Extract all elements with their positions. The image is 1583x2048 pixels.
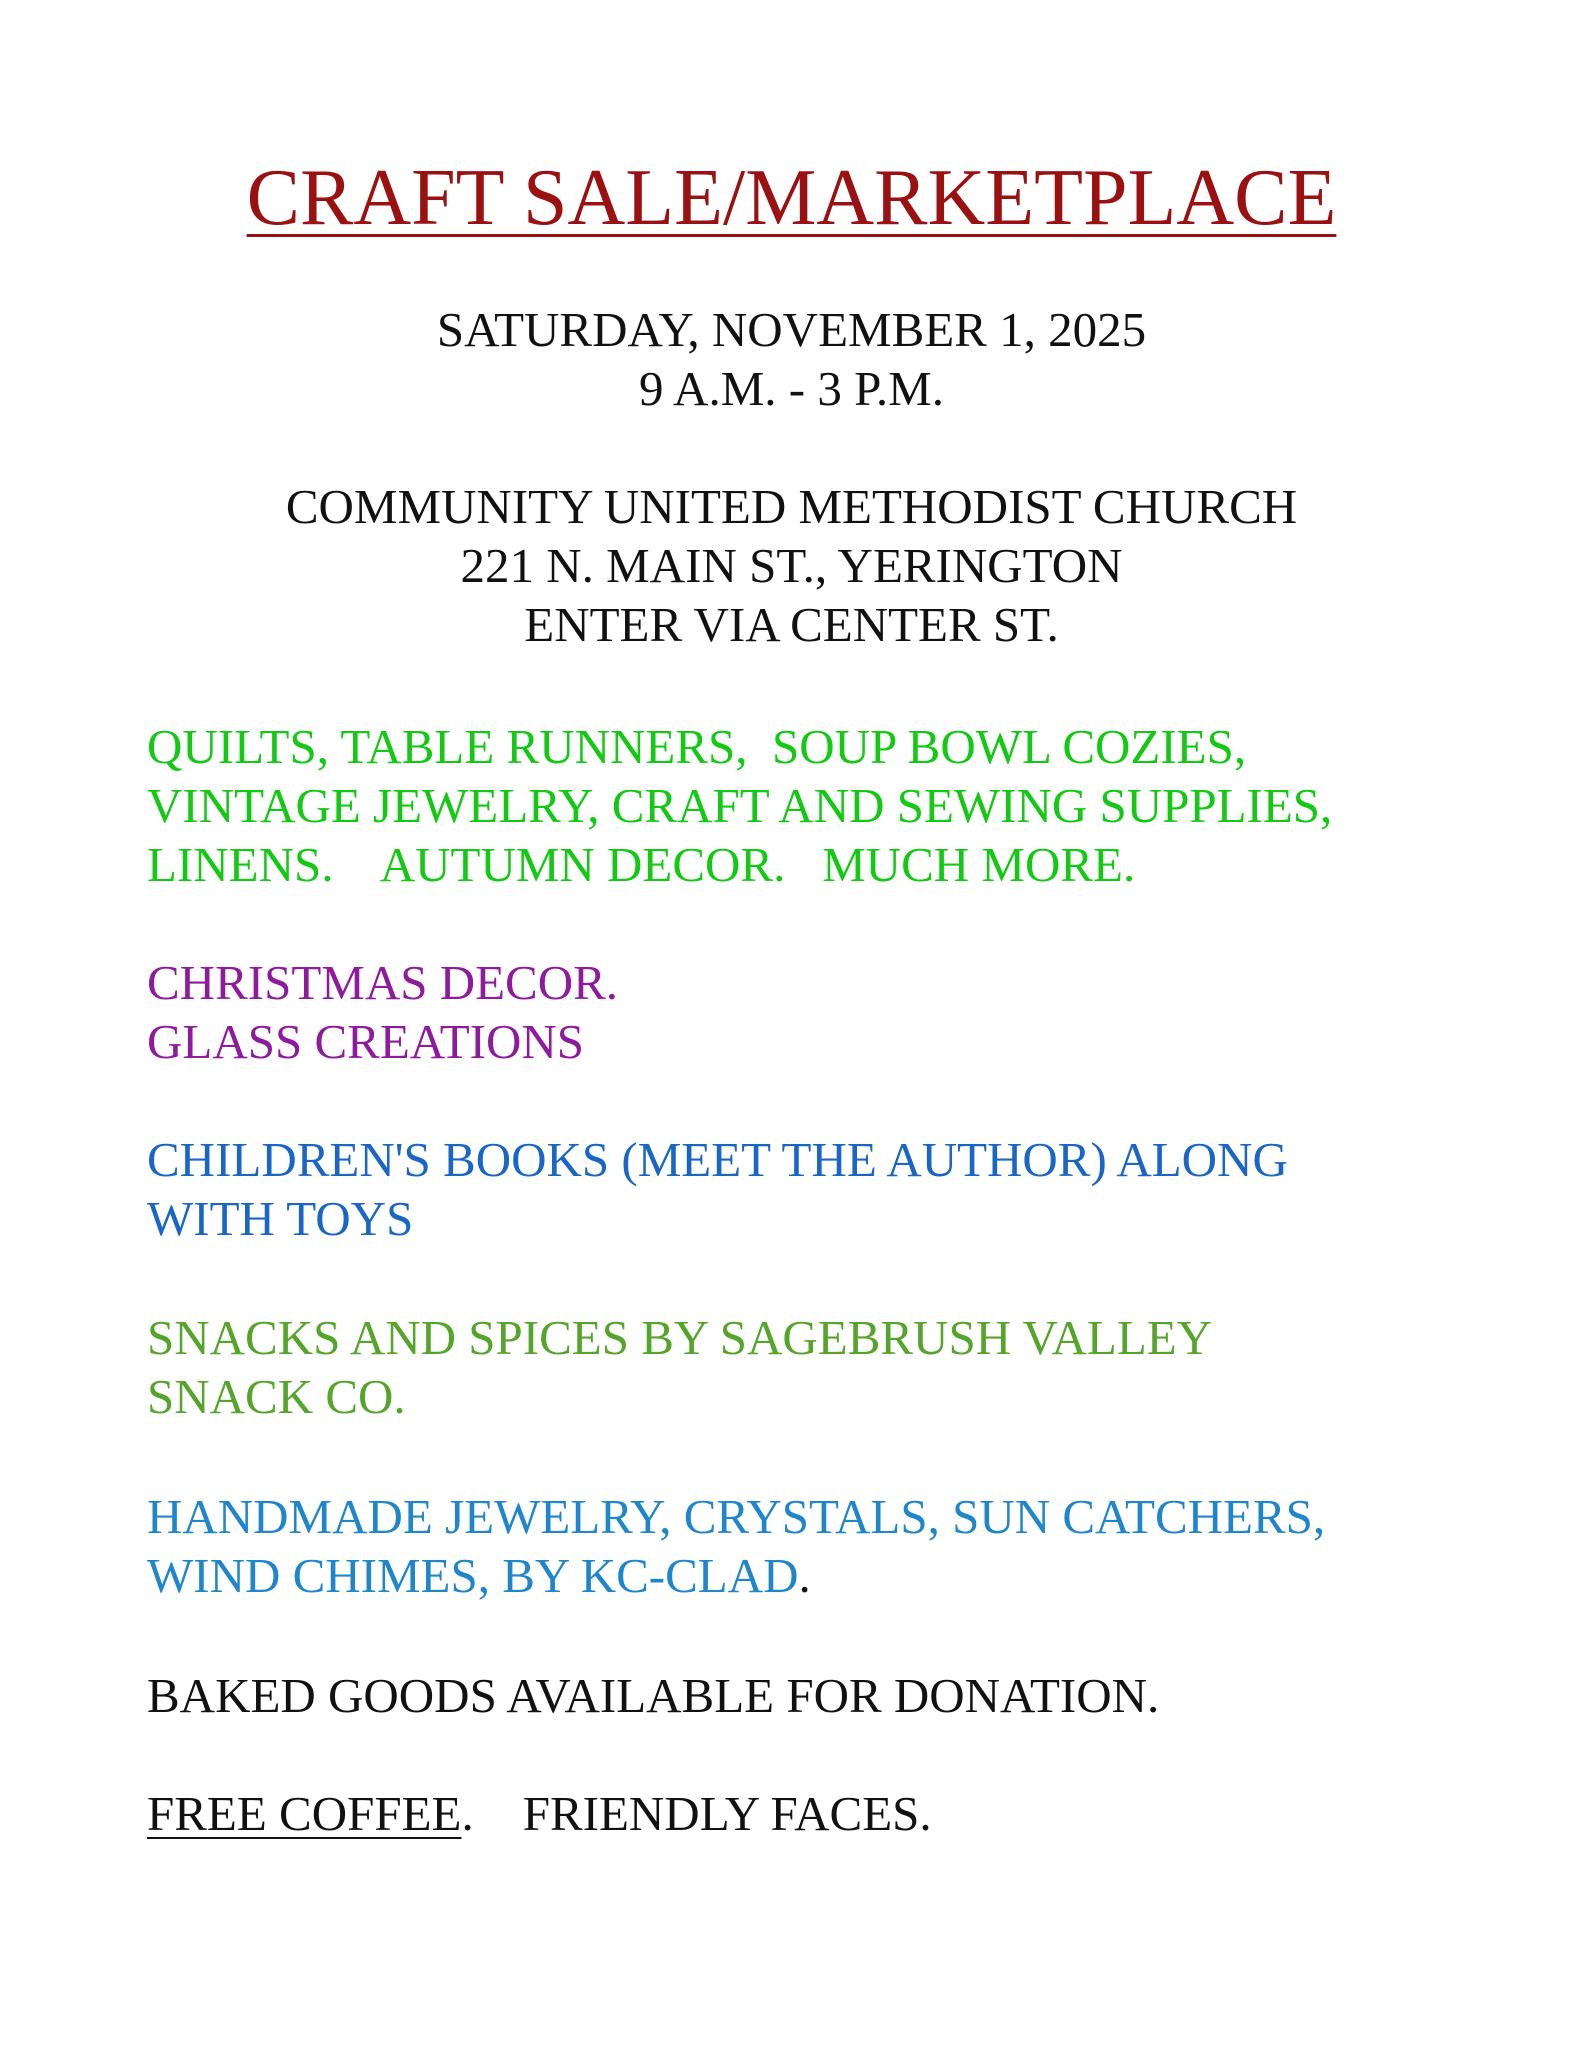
crafts-section [147,717,1447,894]
christmas-section [147,953,1447,1071]
free-coffee-text: FREE COFFEE [147,1786,462,1841]
closing-line [147,1784,1447,1843]
baked-goods-section [147,1666,1447,1725]
snacks-line-1: SNACKS AND SPICES BY SAGEBRUSH VALLEY [147,1310,1213,1365]
jewelry-line-2-period: . [798,1548,811,1603]
venue-name: COMMUNITY UNITED METHODIST CHURCH [285,479,1298,534]
jewelry-line-2 [147,1546,1447,1605]
snacks-line-2: SNACK CO. [147,1369,406,1424]
books-line-2: WITH TOYS [147,1191,414,1246]
flyer-title [0,150,1583,246]
event-venue [0,477,1583,654]
christmas-line-2: GLASS CREATIONS [147,1014,584,1069]
event-date: SATURDAY, NOVEMBER 1, 2025 [436,302,1147,357]
books-line-1: CHILDREN'S BOOKS (MEET THE AUTHOR) ALONG [147,1132,1288,1187]
jewelry-line-2-text: WIND CHIMES, BY KC-CLAD [147,1548,799,1603]
event-datetime [0,300,1583,418]
jewelry-line-1: HANDMADE JEWELRY, CRYSTALS, SUN CATCHERS, [147,1489,1326,1544]
snacks-section [147,1308,1447,1426]
christmas-line-1: CHRISTMAS DECOR. [147,955,619,1010]
crafts-line-1: QUILTS, TABLE RUNNERS, SOUP BOWL COZIES, [147,719,1247,774]
crafts-line-2: VINTAGE JEWELRY, CRAFT AND SEWING SUPPLIES, [147,778,1333,833]
venue-address: 221 N. MAIN ST., YERINGTON [460,538,1123,593]
venue-entrance: ENTER VIA CENTER ST. [524,597,1059,652]
closing-separator: . [461,1786,523,1841]
closing-section [147,1784,1447,1843]
flyer-title-text: CRAFT SALE/MARKETPLACE [246,154,1337,242]
crafts-line-3: LINENS. AUTUMN DECOR. MUCH MORE. [147,837,1136,892]
event-time: 9 A.M. - 3 P.M. [639,361,944,416]
books-section [147,1130,1447,1248]
friendly-faces-text: FRIENDLY FACES. [522,1786,932,1841]
jewelry-section [147,1487,1447,1605]
baked-goods-line: BAKED GOODS AVAILABLE FOR DONATION. [147,1668,1160,1723]
